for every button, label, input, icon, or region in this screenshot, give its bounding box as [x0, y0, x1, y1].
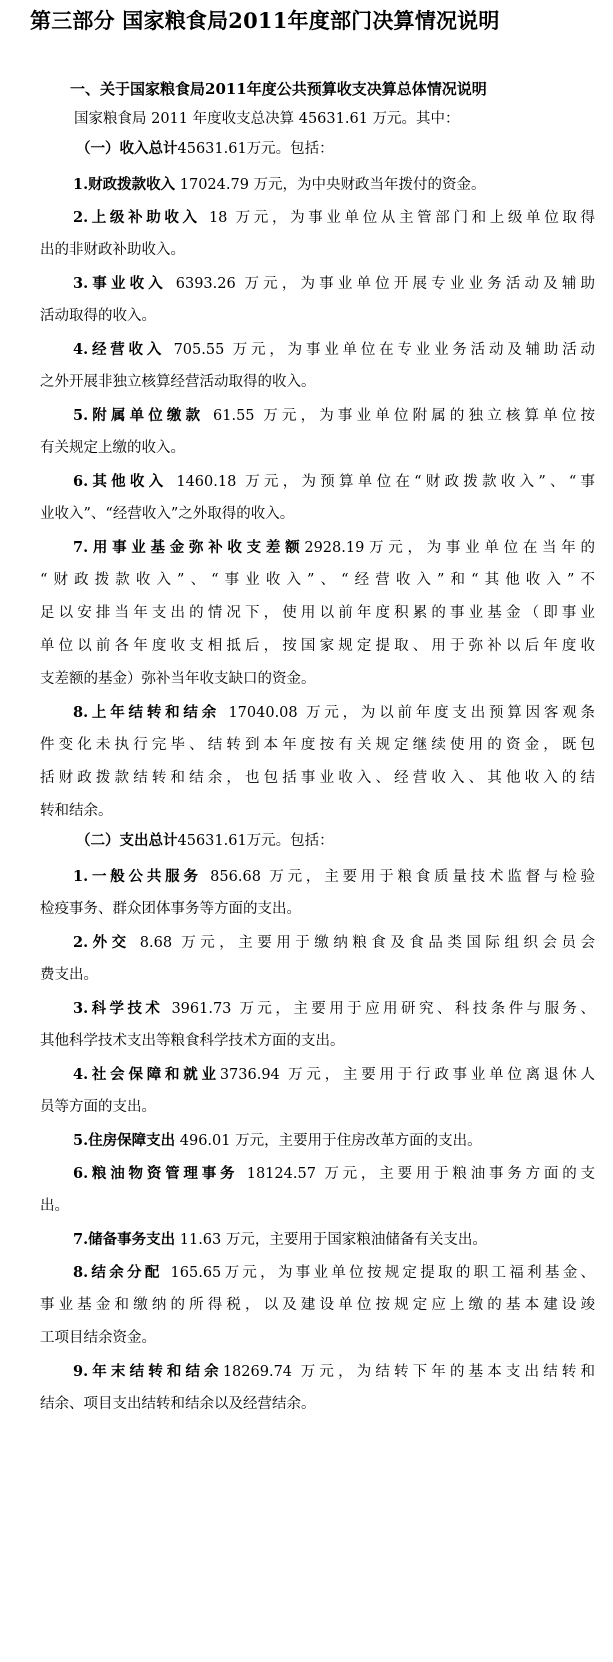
income-item-text: 括财政拨款结转和结余，也包括事业收入、经营收入、其他收入的结 [40, 770, 595, 786]
expense-list [40, 860, 595, 1421]
expense-item-label: 7.储备事务支出 [73, 1231, 176, 1248]
expense-item-line [40, 1223, 595, 1256]
expense-item [40, 926, 595, 992]
income-item-label: 6.其他收入 [73, 473, 168, 490]
expense-item-text: 工项目结余资金。 [40, 1330, 156, 1346]
income-heading-lead: （一）收入总计 [76, 140, 178, 157]
expense-item [40, 1157, 595, 1223]
expense-heading-lead: （二）支出总计 [76, 832, 178, 849]
expense-item-label: 6.粮油物资管理事务 [73, 1165, 239, 1182]
expense-item-text: 费支出。 [40, 967, 98, 983]
income-item-text: 18 万元，为事业单位从主管部门和上级单位取得 [200, 210, 595, 226]
income-item-label: 2.上级补助收入 [73, 209, 201, 226]
expense-item-line [40, 1025, 595, 1058]
income-item-line [40, 333, 595, 366]
expense-item-text: 3736.94 万元，主要用于行政事业单位离退休人 [219, 1067, 595, 1083]
expense-item-line [40, 1091, 595, 1124]
income-item-text: 支差额的基金）弥补当年收支缺口的资金。 [40, 671, 316, 687]
expense-heading [76, 830, 595, 852]
expense-item-line [40, 1355, 595, 1388]
income-item-text: 61.55 万元，为事业单位附属的独立核算单位按 [204, 408, 595, 424]
income-item-line [40, 663, 595, 696]
expense-heading-rest: 45631.61万元。包括： [177, 833, 334, 849]
expense-item [40, 992, 595, 1058]
income-item-line [40, 498, 595, 531]
income-item-line [40, 795, 595, 828]
expense-item-text: 事业基金和缴纳的所得税，以及建设单位按规定应上缴的基本建设竣 [40, 1297, 595, 1313]
expense-item-line [40, 893, 595, 926]
income-list [40, 168, 595, 828]
expense-item-line [40, 1388, 595, 1421]
expense-item-label: 4.社会保障和就业 [73, 1066, 220, 1083]
income-item-text: 单位以前各年度收支相抵后，按国家规定提取、用于弥补以后年度收 [40, 638, 595, 654]
expense-item-text: 8.68 万元，主要用于缴纳粮食及食品类国际组织会员会 [130, 935, 595, 951]
income-item [40, 531, 595, 696]
income-item-line [40, 564, 595, 597]
income-item-line [40, 630, 595, 663]
income-item-line [40, 234, 595, 267]
expense-item-label: 8.结余分配 [73, 1264, 163, 1281]
income-item-text: 之外开展非独立核算经营活动取得的收入。 [40, 374, 316, 390]
expense-item [40, 1355, 595, 1421]
document-title: 第三部分 国家粮食局2011年度部门决算情况说明 [30, 8, 500, 33]
expense-item-text: 496.01 万元，主要用于住房改革方面的支出。 [175, 1133, 482, 1149]
expense-item-text: 856.68 万元，主要用于粮食质量技术监督与检验 [201, 869, 595, 885]
expense-item-text: 检疫事务、群众团体事务等方面的支出。 [40, 901, 301, 917]
income-item-text: 1460.18 万元，为预算单位在“财政拨款收入”、“事 [167, 474, 596, 490]
expense-item [40, 860, 595, 926]
income-item-text: 17040.08 万元，为以前年度支出预算因客观条 [220, 705, 596, 721]
expense-item [40, 1223, 595, 1256]
income-item-label: 1.财政拨款收入 [73, 176, 176, 193]
income-item-line [40, 696, 595, 729]
expense-item [40, 1058, 595, 1124]
income-item-label: 4.经营收入 [73, 341, 166, 358]
income-item-line [40, 366, 595, 399]
income-item-line [40, 729, 595, 762]
income-item-text: 17024.79 万元，为中央财政当年拨付的资金。 [175, 177, 486, 193]
income-item [40, 333, 595, 399]
income-item-line [40, 399, 595, 432]
expense-item-text: 出。 [40, 1198, 69, 1214]
expense-item-line [40, 959, 595, 992]
expense-item-line [40, 1322, 595, 1355]
expense-item-text: 结余、项目支出结转和结余以及经营结余。 [40, 1396, 316, 1412]
income-item-text: 活动取得的收入。 [40, 308, 156, 324]
income-item-text: 出的非财政补助收入。 [40, 242, 185, 258]
income-item-text: 有关规定上缴的收入。 [40, 440, 185, 456]
income-item-line [40, 531, 595, 564]
income-item-label: 5.附属单位缴款 [73, 407, 205, 424]
expense-item-text: 18124.57 万元，主要用于粮油事务方面的支 [238, 1166, 596, 1182]
income-item [40, 399, 595, 465]
income-item [40, 201, 595, 267]
income-item-text: 705.55 万元，为事业单位在专业业务活动及辅助活动 [165, 342, 596, 358]
expense-item [40, 1256, 595, 1355]
income-item-line [40, 168, 595, 201]
income-item-line [40, 432, 595, 465]
expense-item-text: 18269.74 万元，为结转下年的基本支出结转和 [222, 1364, 595, 1380]
income-item [40, 696, 595, 828]
income-item-text: 业收入”、“经营收入”之外取得的收入。 [40, 506, 295, 522]
expense-item-text: 员等方面的支出。 [40, 1099, 156, 1115]
income-item-line [40, 597, 595, 630]
expense-item-line [40, 860, 595, 893]
income-heading [76, 138, 595, 160]
income-item [40, 168, 595, 201]
income-item-text: 件变化未执行完毕、结转到本年度按有关规定继续使用的资金，既包 [40, 737, 595, 753]
income-item [40, 465, 595, 531]
income-item-text: 6393.26 万元，为事业单位开展专业业务活动及辅助 [166, 276, 595, 292]
income-item [40, 267, 595, 333]
income-item-line [40, 465, 595, 498]
expense-item-label: 5.住房保障支出 [73, 1132, 176, 1149]
expense-item-line [40, 1289, 595, 1322]
section-heading: 一、关于国家粮食局2011年度公共预算收支决算总体情况说明 [70, 80, 487, 98]
expense-item-line [40, 1058, 595, 1091]
income-item-label: 3.事业收入 [73, 275, 167, 292]
income-item-line [40, 267, 595, 300]
expense-item-label: 3.科学技术 [73, 1000, 164, 1017]
expense-item-line [40, 1190, 595, 1223]
expense-item-text: 3961.73 万元，主要用于应用研究、科技条件与服务、 [163, 1001, 595, 1017]
income-heading-rest: 45631.61万元。包括： [177, 141, 334, 157]
income-item-label: 8.上年结转和结余 [73, 704, 221, 721]
income-item-line [40, 762, 595, 795]
expense-item-line [40, 1157, 595, 1190]
intro-paragraph: 国家粮食局 2011 年度收支总决算 45631.61 万元。其中： [74, 111, 460, 127]
income-item-text: 转和结余。 [40, 803, 113, 819]
expense-item-label: 2.外交 [73, 934, 131, 951]
income-item-line [40, 201, 595, 234]
expense-item [40, 1124, 595, 1157]
income-item-text: 2928.19万元，为事业单位在当年的 [304, 540, 595, 556]
expense-item-line [40, 1256, 595, 1289]
expense-item-line [40, 1124, 595, 1157]
income-item-text: 足以安排当年支出的情况下，使用以前年度积累的事业基金（即事业 [40, 605, 595, 621]
expense-item-line [40, 926, 595, 959]
income-item-text: “财政拨款收入”、“事业收入”、“经营收入”和“其他收入”不 [40, 572, 595, 588]
income-item-label: 7.用事业基金弥补收支差额 [73, 539, 305, 556]
expense-item-text: 165.65万元，为事业单位按规定提取的职工福利基金、 [162, 1265, 595, 1281]
expense-item-line [40, 992, 595, 1025]
expense-item-label: 9.年末结转和结余 [73, 1363, 223, 1380]
expense-item-text: 11.63 万元，主要用于国家粮油储备有关支出。 [175, 1232, 487, 1248]
income-item-line [40, 300, 595, 333]
expense-item-label: 1.一般公共服务 [73, 868, 202, 885]
expense-item-text: 其他科学技术支出等粮食科学技术方面的支出。 [40, 1033, 345, 1049]
